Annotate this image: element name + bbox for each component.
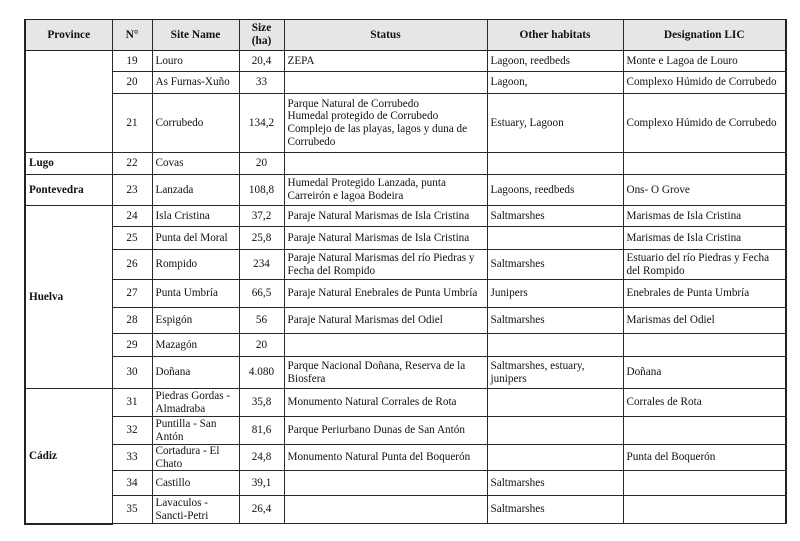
designation-cell: Complexo Húmido de Corrubedo (623, 72, 786, 94)
other-habitats-cell (487, 153, 623, 175)
sites-table (24, 19, 787, 525)
status-cell: Parque Periurbano Dunas de San Antón (284, 417, 487, 445)
other-habitats-cell: Saltmarshes (487, 471, 623, 496)
status-cell: ZEPA (284, 51, 487, 72)
number-cell: 35 (112, 496, 152, 524)
size-cell: 35,8 (239, 389, 284, 417)
designation-cell: Complexo Húmido de Corrubedo (623, 94, 786, 153)
number-cell: 30 (112, 357, 152, 389)
designation-cell: Punta del Boquerón (623, 445, 786, 471)
site-name-cell: Lavaculos - Sancti-Petri (152, 496, 239, 524)
table-row (25, 153, 786, 175)
site-name-cell: Doñana (152, 357, 239, 389)
table-row (25, 445, 786, 471)
table-row (25, 389, 786, 417)
table-row (25, 51, 786, 72)
designation-cell (623, 471, 786, 496)
size-cell: 108,8 (239, 175, 284, 206)
size-cell: 20 (239, 153, 284, 175)
other-habitats-cell (487, 389, 623, 417)
size-cell: 37,2 (239, 206, 284, 227)
number-cell: 33 (112, 445, 152, 471)
province-cell (25, 51, 112, 153)
size-cell: 25,8 (239, 227, 284, 250)
other-habitats-cell: Lagoon, (487, 72, 623, 94)
other-habitats-cell: Saltmarshes, estuary, junipers (487, 357, 623, 389)
status-cell (284, 334, 487, 357)
designation-cell: Ons- O Grove (623, 175, 786, 206)
site-name-cell: Covas (152, 153, 239, 175)
status-cell (284, 153, 487, 175)
size-cell: 4.080 (239, 357, 284, 389)
table-row (25, 357, 786, 389)
designation-cell (623, 334, 786, 357)
designation-cell: Marismas de Isla Cristina (623, 206, 786, 227)
table-row (25, 227, 786, 250)
number-cell: 22 (112, 153, 152, 175)
province-cell: Huelva (25, 206, 112, 389)
header-size-line1: Size (251, 22, 272, 35)
header-site-name: Site Name (152, 20, 239, 51)
other-habitats-cell: Saltmarshes (487, 250, 623, 280)
designation-cell: Monte e Lagoa de Louro (623, 51, 786, 72)
status-cell: Paraje Natural Marismas de Isla Cristina (284, 206, 487, 227)
site-name-cell: Piedras Gordas - Almadraba (152, 389, 239, 417)
size-cell: 56 (239, 308, 284, 334)
status-cell (284, 496, 487, 524)
site-name-cell: Mazagón (152, 334, 239, 357)
number-cell: 27 (112, 280, 152, 308)
status-cell: Paraje Natural Marismas de Isla Cristina (284, 227, 487, 250)
header-size-line2: (ha) (251, 35, 272, 47)
status-cell: Monumento Natural Punta del Boquerón (284, 445, 487, 471)
site-name-cell: Cortadura - El Chato (152, 445, 239, 471)
table-row (25, 72, 786, 94)
site-name-cell: Punta del Moral (152, 227, 239, 250)
other-habitats-cell (487, 334, 623, 357)
designation-cell: Marismas del Odiel (623, 308, 786, 334)
status-cell: Humedal Protegido Lanzada, punta Carreirón e lagoa Bodeira (284, 175, 487, 206)
table-row (25, 250, 786, 280)
province-cell: Pontevedra (25, 175, 112, 206)
status-cell: Paraje Natural Enebrales de Punta Umbría (284, 280, 487, 308)
designation-cell (623, 417, 786, 445)
size-cell: 81,6 (239, 417, 284, 445)
table-row (25, 334, 786, 357)
site-name-cell: As Furnas-Xuño (152, 72, 239, 94)
table-row (25, 308, 786, 334)
header-province: Province (25, 20, 112, 51)
site-name-cell: Puntilla - San Antón (152, 417, 239, 445)
designation-cell: Marismas de Isla Cristina (623, 227, 786, 250)
province-cell: Lugo (25, 153, 112, 175)
size-cell: 66,5 (239, 280, 284, 308)
status-cell (284, 471, 487, 496)
site-name-cell: Lanzada (152, 175, 239, 206)
other-habitats-cell: Lagoon, reedbeds (487, 51, 623, 72)
province-cell: Cádiz (25, 389, 112, 524)
number-cell: 21 (112, 94, 152, 153)
size-cell: 39,1 (239, 471, 284, 496)
size-cell: 20,4 (239, 51, 284, 72)
designation-cell: Estuario del río Piedras y Fecha del Rompido (623, 250, 786, 280)
table-row (25, 496, 786, 524)
site-name-cell: Castillo (152, 471, 239, 496)
number-cell: 31 (112, 389, 152, 417)
header-row (25, 20, 786, 51)
header-number: N° (112, 20, 152, 51)
designation-cell: Enebrales de Punta Umbría (623, 280, 786, 308)
other-habitats-cell: Saltmarshes (487, 206, 623, 227)
number-cell: 25 (112, 227, 152, 250)
site-name-cell: Isla Cristina (152, 206, 239, 227)
other-habitats-cell (487, 417, 623, 445)
status-cell: Monumento Natural Corrales de Rota (284, 389, 487, 417)
header-other-habitats: Other habitats (487, 20, 623, 51)
table-row (25, 280, 786, 308)
size-cell: 234 (239, 250, 284, 280)
size-cell: 33 (239, 72, 284, 94)
status-cell: Paraje Natural Marismas del Odiel (284, 308, 487, 334)
header-designation: Designation LIC (623, 20, 786, 51)
other-habitats-cell (487, 227, 623, 250)
site-name-cell: Espigón (152, 308, 239, 334)
status-cell (284, 72, 487, 94)
table-row (25, 175, 786, 206)
site-name-cell: Punta Umbría (152, 280, 239, 308)
other-habitats-cell (487, 445, 623, 471)
other-habitats-cell: Junipers (487, 280, 623, 308)
size-cell: 26,4 (239, 496, 284, 524)
site-name-cell: Corrubedo (152, 94, 239, 153)
size-cell: 20 (239, 334, 284, 357)
table-row (25, 94, 786, 153)
other-habitats-cell: Saltmarshes (487, 308, 623, 334)
table-row (25, 471, 786, 496)
number-cell: 34 (112, 471, 152, 496)
designation-cell (623, 496, 786, 524)
other-habitats-cell: Estuary, Lagoon (487, 94, 623, 153)
table-row (25, 417, 786, 445)
number-cell: 19 (112, 51, 152, 72)
other-habitats-cell: Saltmarshes (487, 496, 623, 524)
designation-cell: Corrales de Rota (623, 389, 786, 417)
status-cell: Paraje Natural Marismas del río Piedras y Fecha del Rompido (284, 250, 487, 280)
header-status: Status (284, 20, 487, 51)
table-body (25, 51, 786, 524)
number-cell: 32 (112, 417, 152, 445)
number-cell: 26 (112, 250, 152, 280)
number-cell: 29 (112, 334, 152, 357)
designation-cell (623, 153, 786, 175)
number-cell: 23 (112, 175, 152, 206)
number-cell: 24 (112, 206, 152, 227)
other-habitats-cell: Lagoons, reedbeds (487, 175, 623, 206)
status-cell: Parque Natural de Corrubedo Humedal protegido de Corrubedo Complejo de las playas, lagos y duna de Corrubedo (284, 94, 487, 153)
table-row (25, 206, 786, 227)
header-size (239, 20, 284, 51)
size-cell: 24,8 (239, 445, 284, 471)
size-cell: 134,2 (239, 94, 284, 153)
status-cell: Parque Nacional Doñana, Reserva de la Biosfera (284, 357, 487, 389)
site-name-cell: Louro (152, 51, 239, 72)
designation-cell: Doñana (623, 357, 786, 389)
number-cell: 20 (112, 72, 152, 94)
number-cell: 28 (112, 308, 152, 334)
site-name-cell: Rompido (152, 250, 239, 280)
